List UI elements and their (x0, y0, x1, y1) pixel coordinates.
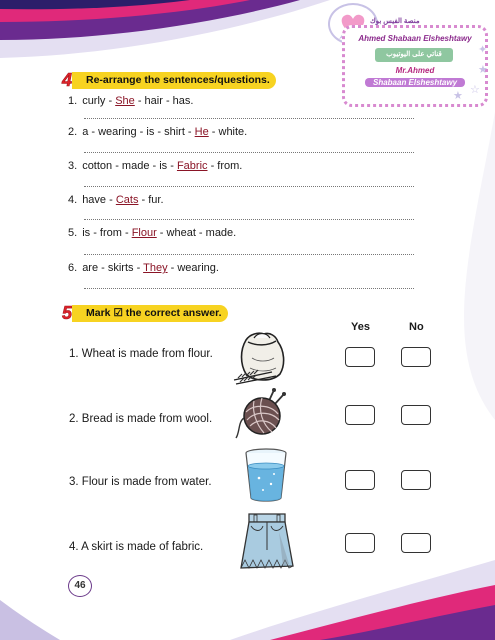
rearrange-item-4 (68, 194, 164, 206)
item-number: 6. (68, 262, 78, 274)
item-text: Wheat is made from flour. (81, 348, 213, 360)
item-key-word: He (194, 126, 209, 138)
no-checkbox[interactable] (401, 347, 431, 367)
logo-name-en: Ahmed Shabaan Elsheshtawy (358, 34, 472, 43)
item-text: A skirt is made of fabric. (81, 541, 204, 553)
star-icon: ★ (478, 64, 488, 76)
item-key-word: Cats (115, 194, 139, 206)
star-icon: ☆ (470, 84, 480, 96)
item-text: Bread is made from wool. (81, 413, 213, 425)
item-number: 2. (69, 413, 79, 425)
item-text-post: - white. (208, 126, 248, 138)
item-text-pre: have - (82, 194, 116, 206)
logo-top-text: منصة الفيس بوك (370, 18, 420, 25)
item-number: 3. (69, 476, 79, 488)
rearrange-item-6 (68, 262, 219, 274)
section-4-number: 4 (62, 70, 73, 90)
rearrange-item-3 (68, 160, 242, 172)
logo-box (342, 25, 488, 107)
answer-line[interactable] (84, 219, 414, 220)
answer-line[interactable] (84, 254, 414, 255)
section-5-number: 5 (62, 303, 73, 323)
water-glass-icon (243, 448, 289, 504)
no-checkbox[interactable] (401, 405, 431, 425)
item-text-pre: is - from - (82, 227, 132, 239)
item-number: 2. (68, 126, 78, 138)
star-icon: ✦ (478, 44, 488, 56)
item-key-word: Flour (131, 227, 157, 239)
yes-checkbox[interactable] (345, 347, 375, 367)
no-checkbox[interactable] (401, 470, 431, 490)
logo-band-text: قناتي على اليوتيوب (375, 48, 453, 62)
statement-3 (69, 476, 212, 488)
answer-line[interactable] (84, 288, 414, 289)
column-header-no: No (409, 321, 424, 333)
answer-line[interactable] (84, 118, 414, 119)
item-text-post: - wearing. (167, 262, 219, 274)
item-text-pre: are - skirts - (82, 262, 144, 274)
page-number: 46 (68, 575, 92, 597)
item-text-pre: curly - (82, 95, 116, 107)
yes-checkbox[interactable] (345, 533, 375, 553)
item-text: Flour is made from water. (81, 476, 212, 488)
answer-line[interactable] (84, 152, 414, 153)
yarn-ball-icon (234, 386, 294, 442)
item-number: 4. (69, 541, 79, 553)
section-5-title (72, 305, 228, 322)
statement-4 (69, 541, 203, 553)
item-number: 1. (69, 348, 79, 360)
rearrange-item-5 (68, 227, 236, 239)
item-number: 4. (68, 194, 78, 206)
logo-name-line2: Mr.Ahmed (395, 66, 435, 75)
item-key-word: They (143, 262, 168, 274)
item-number: 1. (68, 95, 78, 107)
item-key-word: Fabric (176, 160, 208, 172)
item-text-post: - fur. (138, 194, 164, 206)
item-key-word: She (115, 95, 135, 107)
statement-2 (69, 413, 212, 425)
item-text-post: - hair - has. (134, 95, 194, 107)
title-text-pre: Mark (86, 307, 114, 319)
rearrange-item-1 (68, 95, 193, 107)
item-text-post: - from. (207, 160, 243, 172)
statement-1 (69, 348, 213, 360)
checkbox-mark-icon: ☑ (113, 307, 123, 319)
title-text-post: the correct answer. (122, 307, 222, 319)
rearrange-item-2 (68, 126, 247, 138)
item-number: 5. (68, 227, 78, 239)
yes-checkbox[interactable] (345, 470, 375, 490)
denim-skirt-icon (237, 510, 297, 572)
star-icon: ★ (453, 90, 463, 102)
item-text-post: - wheat - made. (156, 227, 237, 239)
flour-sack-wheat-icon (232, 328, 294, 386)
no-checkbox[interactable] (401, 533, 431, 553)
item-number: 3. (68, 160, 78, 172)
section-4-title: Re-arrange the sentences/questions. (72, 72, 276, 89)
column-header-yes: Yes (351, 321, 370, 333)
logo-name-line3: Shabaan Elsheshtawy (365, 78, 465, 87)
answer-line[interactable] (84, 186, 414, 187)
item-text-pre: cotton - made - is - (82, 160, 177, 172)
item-text-pre: a - wearing - is - shirt - (82, 126, 195, 138)
author-logo (328, 3, 493, 103)
yes-checkbox[interactable] (345, 405, 375, 425)
